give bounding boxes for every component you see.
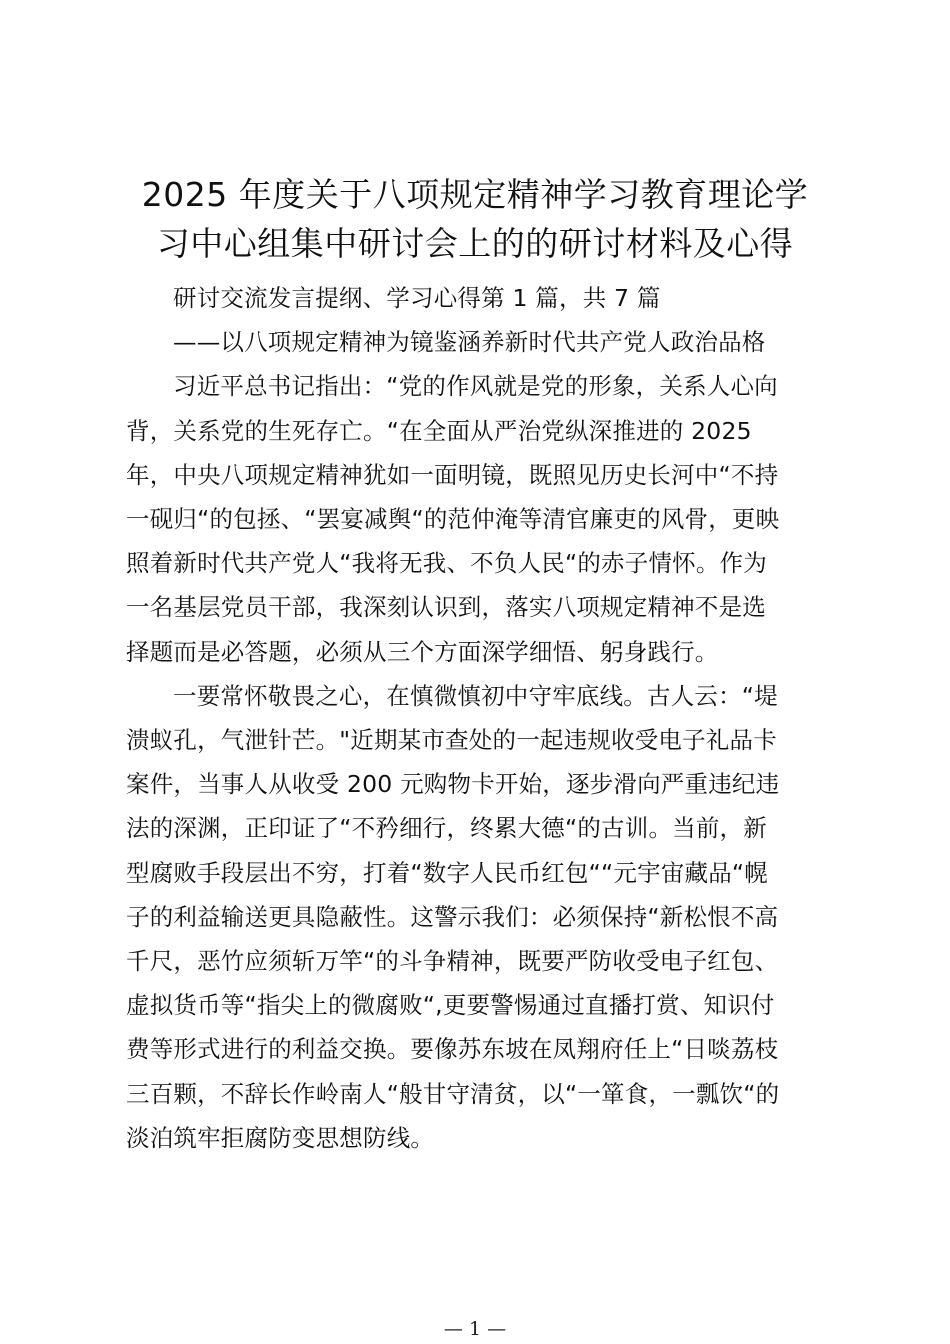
paragraph-line: 淡泊筑牢拒腐防变思想防线。 [126, 1123, 435, 1152]
paragraph-line: 照着新时代共产党人“我将无我、不负人民“的赤子情怀。作为 [126, 549, 767, 578]
paragraph-line: 型腐败手段层出不穷，打着“数字人民币红包““元宇宙藏品“幌 [126, 858, 768, 887]
title-line: 习中心组集中研讨会上的的研讨材料及心得 [156, 224, 794, 263]
paragraph-line: 一砚归“的包拯、“罢宴减舆“的范仲淹等清官廉吏的风骨，更映 [126, 505, 780, 534]
page-number: — 1 — [443, 1318, 507, 1340]
paragraph-line: 一要常怀敬畏之心，在慎微慎初中守牢底线。古人云：“堤 [173, 681, 778, 710]
paragraph-line: 虚拟货币等“指尖上的微腐败“,更要警惕通过直播打赏、知识付 [126, 991, 775, 1020]
title-line: 2025 年度关于八项规定精神学习教育理论学 [141, 175, 809, 214]
document-title [120, 170, 830, 268]
subtitle-line: 研讨交流发言提纲、学习心得第 1 篇，共 7 篇 [173, 284, 661, 312]
paragraph-line: 三百颗，不辞长作岭南人“般甘守清贫，以“一箪食，一瓢饮“的 [126, 1079, 780, 1108]
paragraph-line: 年，中央八项规定精神犹如一面明镜，既照见历史长河中“不持 [126, 460, 779, 489]
paragraph-line: 费等形式进行的利益交换。要像苏东坡在凤翔府任上“日啖荔枝 [126, 1035, 779, 1064]
paragraph-line: 法的深渊，正印证了“不矜细行，终累大德“的古训。当前，新 [126, 814, 767, 843]
paragraph-line: 千尺，恶竹应须斩万竿“的斗争精神，既要严防收受电子红包、 [126, 947, 779, 976]
paragraph-line: 溃蚁孔，气泄针芒。"近期某市查处的一起违规收受电子礼品卡 [126, 726, 777, 755]
paragraph-line: 一名基层党员干部，我深刻认识到，落实八项规定精神不是选 [126, 593, 766, 622]
paragraph-line: 背，关系党的生死存亡。“在全面从严治党纵深推进的 2025 [126, 416, 752, 445]
document-body [126, 276, 832, 1160]
paragraph-line: 子的利益输送更具隐蔽性。这警示我们：必须保持“新松恨不高 [126, 902, 779, 931]
paragraph-line: 案件，当事人从收受 200 元购物卡开始，逐步滑向严重违纪违 [126, 770, 780, 799]
subtitle-line: ——以八项规定精神为镜鉴涵养新时代共产党人政治品格 [173, 328, 766, 357]
paragraph-line: 择题而是必答题，必须从三个方面深学细悟、躬身践行。 [126, 637, 719, 666]
paragraph-line: 习近平总书记指出：“党的作风就是党的形象，关系人心向 [173, 372, 778, 401]
